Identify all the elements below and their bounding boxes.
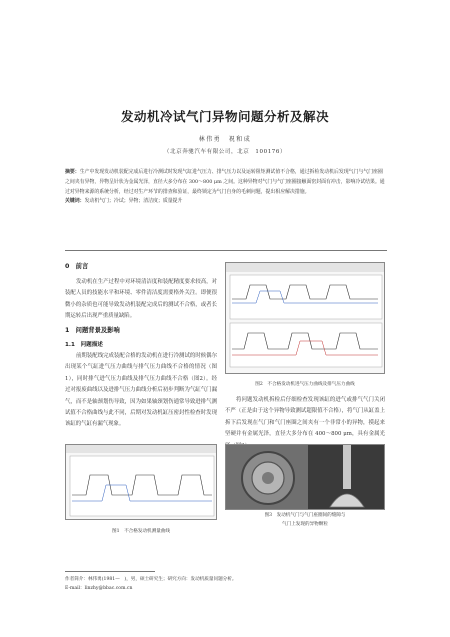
footnote-author-info: 作者简介：林伟勇(1981— )，男，硕士研究生；研究方向：发动机质量问题分析。	[65, 577, 237, 582]
figure-3-caption-line1: 图3 发动机气门与气门座圈间的缝隙与	[264, 513, 346, 518]
section-intro-heading: 0 前言	[65, 263, 89, 270]
abstract-block	[65, 168, 387, 207]
header-divider	[65, 250, 387, 251]
figure-3-image	[225, 444, 385, 510]
paper-authors: 林伟勇 祝和成	[198, 136, 252, 143]
figure-2-plot	[226, 263, 385, 374]
figure-3-caption-line2: 气门上发现的异物颗粒	[282, 521, 328, 527]
section-1-1-paragraph: 前期装配线完成装配合格的发动机在进行冷测试的时候偶尔出现某个气缸进气压力曲线与排气压力曲线不合格的情况（图1），同时排气进气压力曲线及排气压力曲线不合格（图2）。经过对报废曲线以及进排气压力曲线分析后初步判断为气缸气门漏气，而不是轴颈划伤导致，因为如果轴颈划伤通常导致进排气测试值不合格曲线与此不同，后期对发动机缸压密封性检查时发现该缸的气缸有漏气现象。	[65, 353, 217, 428]
section-1-1-heading: 1.1 问题描述	[65, 342, 103, 348]
keywords-label: 关键词：	[65, 198, 85, 205]
section-1-heading: 1 问题背景及影响	[65, 327, 120, 334]
figure-3-caption	[225, 512, 385, 529]
section-1-1-body	[65, 351, 217, 431]
footnote	[65, 575, 385, 593]
paper-affiliation: （北京奔驰汽车有限公司，北京 100176）	[163, 149, 287, 155]
figure-2-image	[225, 262, 385, 374]
right-column-paragraph: 将问题发动机拆检后仔细检查发现该缸的进气或排气气门关闭不严（正是由于这个异物导致测试超限值不合格），将气门从缸盖上拆下后发现在气门和气门座圈之间夹有一个非常小的异物，摸起来坚硬并有金属光泽，直径大多分布在 400～800 μm，具有金属光	[225, 397, 385, 438]
figure-3-photo	[226, 445, 385, 510]
figure-2-caption: 图2 不合格发动机进气压力曲线及排气压力曲线	[255, 382, 355, 387]
footnote-divider	[65, 571, 155, 572]
figure-1-plot	[66, 445, 217, 520]
footnote-email: E-mail：linzhy@bbac.com.cn	[65, 586, 133, 591]
figure-1-image	[65, 444, 217, 520]
paper-title: 发动机冷试气门异物问题分析及解决	[120, 109, 329, 124]
abstract-text: 生产中发现发动机装配完成后进行冷测试时发现气缸进气压力、排气压力以及运转阻矩测试值不合格，通过拆检发动机后发现气门与气门座圈之间夹有异物，异物呈针状为金属光泽，直径大多分布在 300～800 μm 之间。这种异物对气门与气门座圈接触面密封面有冲击，影响冷试结果。通过对异物来源的系统分析，经过对生产环节的排查和验证，最终锁定为气门自身的毛刺问题，提出相应解决措施。	[65, 169, 385, 195]
intro-paragraph: 发动机在生产过程中对环境清洁度和装配精度要求较高，对装配人员的技能水平和环境、零件清洁度需要格外关注。即便很微小的杂质也可能导致发动机装配完成后的测试不合格，或者长期运转后出现严重质量缺陷。	[65, 279, 217, 320]
abstract-label: 摘要：	[65, 169, 80, 175]
keywords-text: 发动机气门；冷试；异物；清洁度；质量提升	[84, 198, 183, 205]
figure-1-caption: 图1 不合格发动机测量曲线	[111, 529, 171, 534]
intro-body	[65, 277, 217, 323]
